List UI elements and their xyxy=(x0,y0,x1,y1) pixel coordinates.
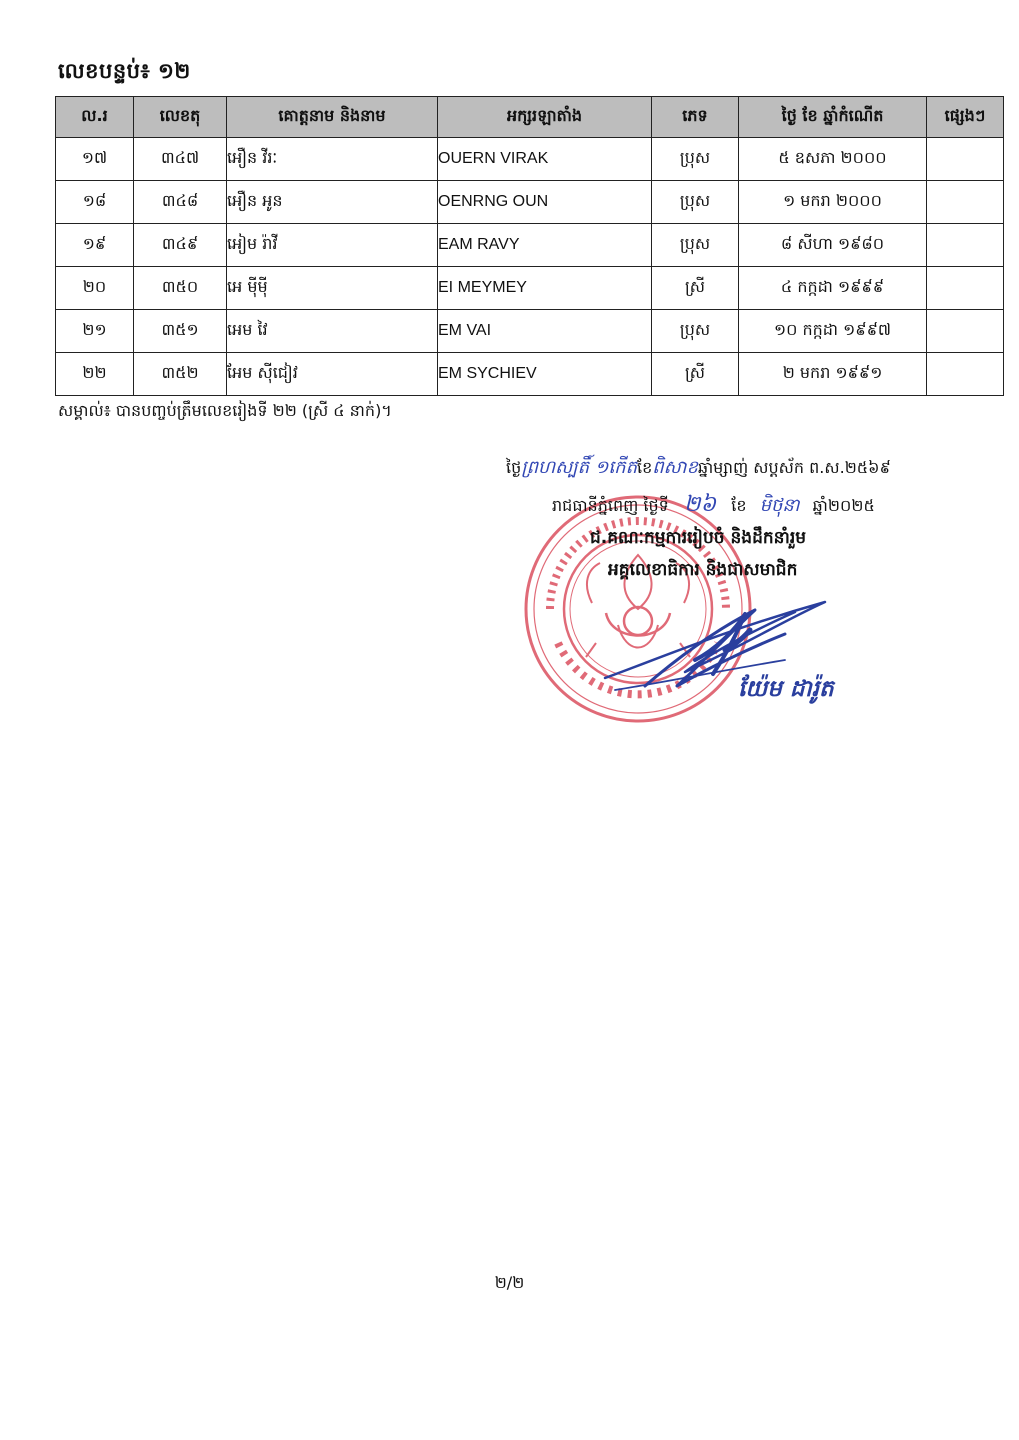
cell-desk: ៣៥០ xyxy=(134,267,227,310)
note-text: សម្គាល់៖ បានបញ្ចប់ត្រឹមលេខរៀងទី ២២ (ស្រី ៤ នាក់)។ xyxy=(58,401,392,420)
lunar-month-prefix: ខែ xyxy=(637,458,653,477)
table-row xyxy=(56,353,1004,396)
cell-dob: ១ មករា ២០០០ xyxy=(739,181,927,224)
cell-name-latin: EI MEYMEY xyxy=(438,267,652,310)
role-line: អគ្គលេខាធិការ និងជាសមាជិក xyxy=(608,560,798,580)
lunar-date-line xyxy=(506,455,891,482)
cell-no: ២១ xyxy=(56,310,134,353)
cell-name-kh: អេ ម៉ីម៉ី xyxy=(227,267,438,310)
day-handwritten: ២៦ xyxy=(683,492,717,517)
room-title: លេខបន្ទប់៖ ១២ xyxy=(58,59,191,83)
committee-line: ជ.គណៈកម្មការរៀបចំ និងដឹកនាំរួម xyxy=(590,528,807,548)
cell-other xyxy=(927,310,1004,353)
cell-sex: ស្រី xyxy=(652,267,739,310)
table-row xyxy=(56,138,1004,181)
cell-name-kh: អៀម រ៉ាវី xyxy=(227,224,438,267)
table-row xyxy=(56,267,1004,310)
cell-sex: ស្រី xyxy=(652,353,739,396)
cell-other xyxy=(927,224,1004,267)
cell-sex: ប្រុស xyxy=(652,138,739,181)
cell-dob: ១០ កក្កដា ១៩៩៧ xyxy=(739,310,927,353)
cell-no: ១៩ xyxy=(56,224,134,267)
table-row xyxy=(56,310,1004,353)
cell-desk: ៣៤៨ xyxy=(134,181,227,224)
cell-name-latin: OUERN VIRAK xyxy=(438,138,652,181)
table-header-row xyxy=(56,97,1004,138)
cell-other xyxy=(927,353,1004,396)
table-row xyxy=(56,181,1004,224)
page-number: ២/២ xyxy=(494,1273,525,1292)
header-name-latin: អក្សរឡាតាំង xyxy=(438,97,652,138)
cell-name-latin: EAM RAVY xyxy=(438,224,652,267)
cell-desk: ៣៤៩ xyxy=(134,224,227,267)
lunar-month-handwritten: ពិសាខ xyxy=(652,457,698,478)
cell-sex: ប្រុស xyxy=(652,181,739,224)
cell-name-kh: អឿន វីរៈ xyxy=(227,138,438,181)
city-date-line xyxy=(552,490,875,522)
lunar-day-handwritten: ព្រហស្បតិ៍ ១កើត xyxy=(521,457,637,478)
lunar-prefix: ថ្ងៃ xyxy=(506,458,522,477)
cell-no: ២២ xyxy=(56,353,134,396)
header-dob: ថ្ងៃ ខែ ឆ្នាំកំណើត xyxy=(739,97,927,138)
cell-name-kh: អឿន អូន xyxy=(227,181,438,224)
month-prefix: ខែ xyxy=(731,496,747,515)
cell-no: ១៧ xyxy=(56,138,134,181)
cell-desk: ៣៥១ xyxy=(134,310,227,353)
cell-dob: ៨ សីហា ១៩៨០ xyxy=(739,224,927,267)
cell-other xyxy=(927,267,1004,310)
cell-name-latin: OENRNG OUN xyxy=(438,181,652,224)
cell-other xyxy=(927,181,1004,224)
cell-dob: ៤ កក្កដា ១៩៩៩ xyxy=(739,267,927,310)
header-no: ល.រ xyxy=(56,97,134,138)
cell-dob: ៥ ឧសភា ២០០០ xyxy=(739,138,927,181)
cell-desk: ៣៥២ xyxy=(134,353,227,396)
header-name-kh: គោត្តនាម និងនាម xyxy=(227,97,438,138)
header-desk: លេខតុ xyxy=(134,97,227,138)
lunar-suffix: ឆ្នាំម្សាញ់ សប្តស័ក ព.ស.២៥៦៩ xyxy=(697,458,891,477)
month-handwritten: មិថុនា xyxy=(759,495,800,516)
cell-name-kh: អែម ស៊ីជៀវ xyxy=(227,353,438,396)
cell-sex: ប្រុស xyxy=(652,310,739,353)
header-sex: ភេទ xyxy=(652,97,739,138)
cell-dob: ២ មករា ១៩៩១ xyxy=(739,353,927,396)
cell-no: ១៨ xyxy=(56,181,134,224)
cell-other xyxy=(927,138,1004,181)
candidate-table xyxy=(55,96,1004,396)
cell-name-latin: EM VAI xyxy=(438,310,652,353)
year: ឆ្នាំ២០២៥ xyxy=(812,496,875,515)
cell-desk: ៣៤៧ xyxy=(134,138,227,181)
cell-name-latin: EM SYCHIEV xyxy=(438,353,652,396)
header-other: ផ្សេងៗ xyxy=(927,97,1004,138)
cell-name-kh: អេម វៃ xyxy=(227,310,438,353)
table-row xyxy=(56,224,1004,267)
cell-no: ២០ xyxy=(56,267,134,310)
city-date-prefix: រាជធានីភ្នំពេញ ថ្ងៃទី xyxy=(552,496,669,515)
cell-sex: ប្រុស xyxy=(652,224,739,267)
signer-name: យ៉ែម ដារ៉ូត xyxy=(738,676,834,702)
